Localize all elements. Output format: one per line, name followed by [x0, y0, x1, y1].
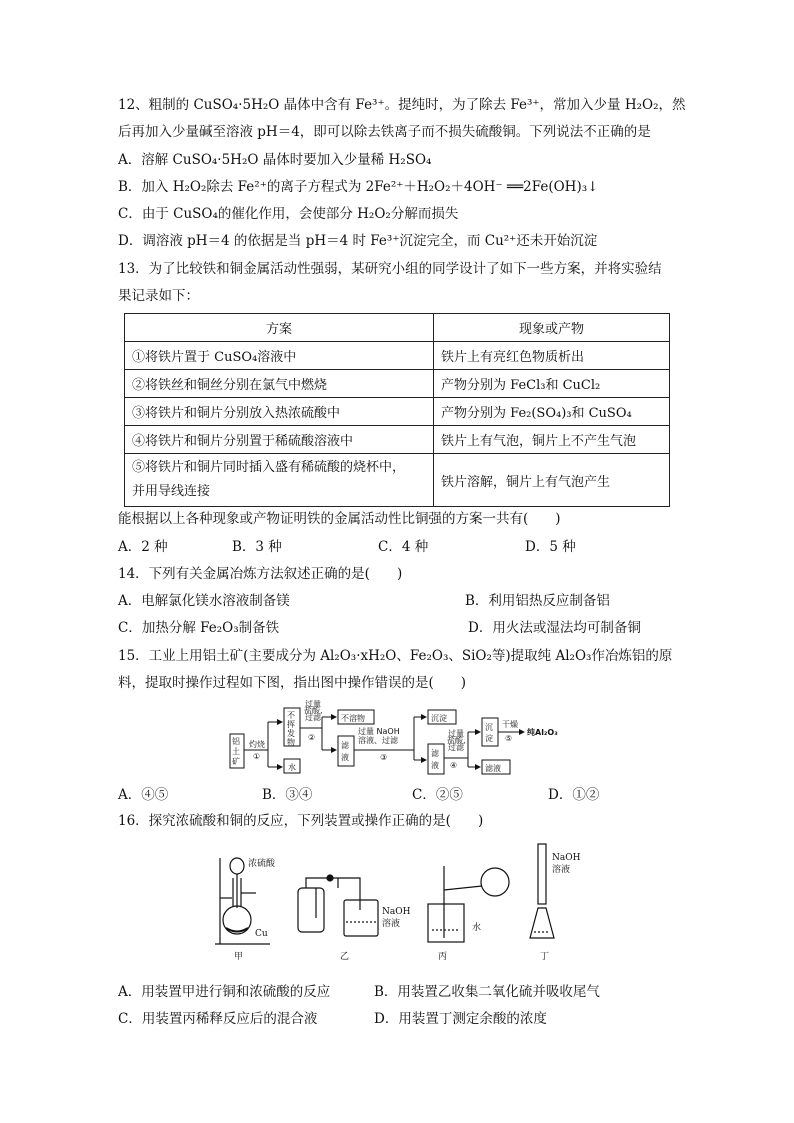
label-naoh-ding: NaOH: [552, 853, 581, 863]
step3-b: 溶液、过滤: [358, 736, 398, 745]
label-acid: 浓硫酸: [248, 859, 276, 869]
q13-stem-line2: 果记录如下：: [118, 288, 199, 304]
table-header-row: [125, 314, 670, 342]
label-soln-ding: 溶液: [552, 865, 571, 875]
step5-label: 干燥: [502, 720, 518, 729]
label-bing: 丙: [438, 952, 448, 962]
step5-num: ⑤: [505, 734, 513, 743]
flask-bing: [481, 868, 509, 896]
q13-question: 能根据以上各种现象或产物证明铁的金属活动性比铜强的方案一共有( ): [118, 511, 561, 527]
row5-line2: 并用导线连接: [132, 484, 211, 499]
nonvol-4: 物: [287, 738, 295, 747]
step4-c: 过滤: [448, 743, 464, 752]
nonvol-2: 挥: [287, 720, 295, 729]
step4-a: 过量: [448, 729, 464, 738]
q12-option-a: A．溶解 CuSO₄·5H₂O 晶体时要加入少量稀 H₂SO₄: [118, 152, 432, 168]
q14-option-b: B．利用铝热反应制备铝: [465, 593, 610, 609]
filtrate2-2: 液: [431, 761, 439, 770]
table-cell: ④将铁片和铜片分别置于稀硫酸溶液中: [125, 426, 434, 454]
q16-apparatus-diagram: [210, 838, 590, 966]
label-naoh: NaOH: [382, 907, 411, 917]
row5-line1: ⑤将铁片和铜片同时插入盛有稀硫酸的烧杯中，: [132, 460, 406, 475]
table-row: [125, 370, 670, 398]
table-row: [125, 342, 670, 370]
q12-option-b: B．加入 H₂O₂除去 Fe²⁺的离子方程式为 2Fe²⁺＋H₂O₂＋4OH⁻ ══2Fe(OH)₃↓: [118, 179, 599, 195]
q14-option-d: D．用火法或湿法均可制备铜: [468, 620, 641, 636]
q16-option-b: B．用装置乙收集二氧化硫并吸收尾气: [374, 984, 600, 1000]
filtrate2-1: 滤: [431, 749, 439, 758]
ore-label-2: 土: [232, 747, 240, 756]
nonvol-1: 不: [287, 711, 295, 720]
q12-stem-line2: 后再加入少量碱至溶液 pH＝4，即可以除去铁离子而不损失硫酸铜。下列说法不正确的是: [118, 124, 651, 140]
ore-label-3: 矿: [232, 757, 240, 766]
table-row: [125, 426, 670, 454]
conical-flask-ding: [530, 908, 554, 938]
q13-option-d: D．5 种: [525, 539, 576, 555]
q16-option-a: A．用装置甲进行铜和浓硫酸的反应: [118, 984, 331, 1000]
water-label: 水: [288, 763, 296, 772]
table-row: [125, 454, 670, 507]
insol-label: 不溶物: [341, 714, 365, 723]
q12-option-d: D．调溶液 pH＝4 的依据是当 pH＝4 时 Fe³⁺沉淀完全，而 Cu²⁺还未开始沉淀: [118, 233, 598, 249]
q15-stem-line2: 料，提取时操作过程如下图，指出图中操作错误的是( ): [118, 675, 467, 691]
step4-num: ④: [450, 761, 458, 770]
q13-option-b: B．3 种: [232, 539, 282, 555]
table-header-scheme: 方案: [125, 314, 434, 342]
step3-num: ③: [380, 753, 388, 762]
q15-flow-diagram: [228, 700, 573, 778]
step1-num: ①: [253, 752, 261, 761]
step3-a: 过量 NaOH: [358, 727, 400, 736]
table-header-result: 现象或产物: [434, 314, 670, 342]
q15-option-d: D．①②: [548, 787, 600, 803]
funnel-jia: [230, 858, 244, 874]
q14-option-c: C．加热分解 Fe₂O₃制备铁: [118, 620, 280, 636]
table-cell: ②将铁丝和铜丝分别在氯气中燃烧: [125, 370, 434, 398]
ore-label-1: 铝: [232, 737, 240, 746]
q15-option-b: B．③④: [262, 787, 313, 803]
table-cell: 铁片上有气泡，铜片上不产生气泡: [434, 426, 670, 454]
table-cell: 产物分别为 Fe₂(SO₄)₃和 CuSO₄: [434, 398, 670, 426]
filtrate1-2: 液: [341, 753, 349, 762]
q15-option-a: A．④⑤: [118, 787, 169, 803]
q13-stem-line1: 13．为了比较铁和铜金属活动性强弱，某研究小组的同学设计了如下一些方案，并将实验结: [118, 261, 662, 277]
table-row: [125, 398, 670, 426]
step2-num: ②: [308, 733, 316, 742]
step4-b: 盐酸,: [447, 736, 466, 745]
bottle-yi-1: [298, 888, 324, 932]
filtrate3-label: 滤液: [485, 764, 501, 773]
label-water: 水: [472, 923, 482, 933]
nonvol-3: 发: [287, 729, 295, 738]
table-cell: 产物分别为 FeCl₃和 CuCl₂: [434, 370, 670, 398]
label-naoh-soln: 溶液: [382, 919, 401, 929]
q13-option-a: A．2 种: [118, 539, 168, 555]
burette-ding: [538, 844, 546, 904]
ppt2-1: 沉: [485, 723, 493, 732]
beaker-bing: [428, 904, 464, 942]
q16-option-c: C．用装置丙稀释反应后的混合液: [118, 1011, 318, 1027]
q13-table: [124, 313, 670, 507]
table-cell: [125, 454, 434, 507]
q12-option-c: C．由于 CuSO₄的催化作用，会使部分 H₂O₂分解而损失: [118, 206, 459, 222]
filtrate1-1: 滤: [341, 741, 349, 750]
q13-option-c: C．4 种: [378, 539, 429, 555]
q16-option-d: D．用装置丁测定余酸的浓度: [374, 1011, 547, 1027]
q14-option-a: A．电解氯化镁水溶液制备镁: [118, 593, 290, 609]
q15-option-c: C．②⑤: [412, 787, 463, 803]
step2-c: 过滤: [305, 713, 321, 722]
q15-stem-line1: 15．工业上用铝土矿(主要成分为 Al₂O₃·xH₂O、Fe₂O₃、SiO₂等)提取纯 Al₂O₃作冶炼铝的原: [118, 648, 673, 664]
table-cell: 铁片上有亮红色物质析出: [434, 342, 670, 370]
step2-b: 盐酸,: [304, 706, 323, 715]
ppt2-2: 淀: [485, 734, 493, 743]
q12-stem-line1: 12、粗制的 CuSO₄·5H₂O 晶体中含有 Fe³⁺。提纯时，为了除去 Fe³⁺，常加入少量 H₂O₂，然: [118, 97, 686, 113]
q16-stem: 16．探究浓硫酸和铜的反应，下列装置或操作正确的是( ): [118, 813, 484, 829]
product-label: 纯Al₂O₃: [527, 728, 558, 737]
ppt1-label: 沉淀: [431, 714, 447, 723]
label-ding: 丁: [540, 952, 550, 962]
label-yi: 乙: [340, 952, 350, 962]
q14-stem: 14．下列有关金属冶炼方法叙述正确的是( ): [118, 566, 403, 582]
step1-label: 灼烧: [249, 740, 265, 749]
table-cell: 铁片溶解，铜片上有气泡产生: [434, 454, 670, 507]
table-cell: ①将铁片置于 CuSO₄溶液中: [125, 342, 434, 370]
table-cell: ③将铁片和铜片分别放入热浓硫酸中: [125, 398, 434, 426]
step2-a: 过量: [305, 700, 321, 708]
beaker-yi: [344, 900, 378, 936]
label-cu: Cu: [255, 929, 268, 939]
label-jia: 甲: [234, 952, 244, 962]
